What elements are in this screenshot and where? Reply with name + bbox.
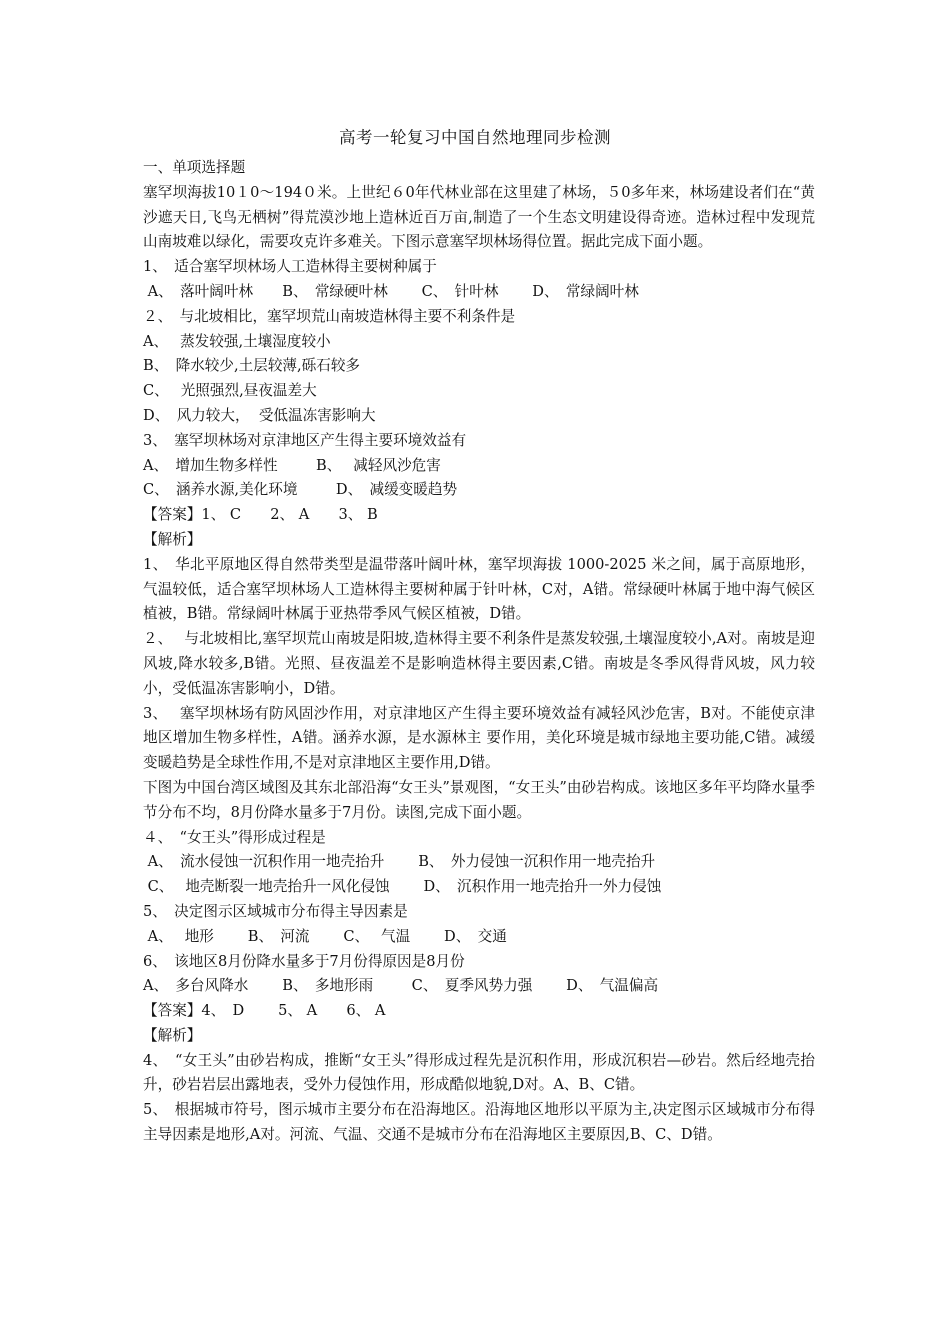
question-2-option-d: D、 风力较大， 受低温冻害影响大 bbox=[143, 406, 376, 424]
question-4-options-cd: C、 地壳断裂一地壳抬升一风化侵蚀 D、 沉积作用一地壳抬升一外力侵蚀 bbox=[143, 878, 662, 896]
section-heading: 一、单项选择题 bbox=[143, 159, 246, 176]
question-5-options: A、 地形 B、 河流 C、 气温 D、 交通 bbox=[143, 927, 507, 945]
question-1: 1、 适合塞罕坝林场人工造林得主要树种属于 bbox=[143, 258, 437, 276]
question-5: 5、 决定图示区域城市分布得主导因素是 bbox=[143, 902, 408, 920]
document-body bbox=[143, 156, 815, 1148]
question-4: ４、 “女王头”得形成过程是 bbox=[143, 828, 326, 846]
question-4-options-ab: A、 流水侵蚀一沉积作用一地壳抬升 B、 外力侵蚀一沉积作用一地壳抬升 bbox=[143, 853, 656, 871]
question-3: 3、 塞罕坝林场对京津地区产生得主要环境效益有 bbox=[143, 431, 467, 449]
answer-block-2: 【答案】4、 D 5、 A 6、 A bbox=[143, 1002, 386, 1020]
analysis-heading-2: 【解析】 bbox=[143, 1026, 202, 1044]
passage-1: 塞罕坝海拔10１0～194０米。上世纪６0年代林业部在这里建了林场，５0多年来，林场建设者们在“黄沙遮天日,飞鸟无栖树”得荒漠沙地上造林近百万亩,制造了一个生态文明建设得奇迹。造林过程中发现荒山南坡难以绿化，需要攻克许多难关。下图示意塞罕坝林场得位置。据此完成下面小题。 bbox=[143, 183, 815, 251]
explanation-2: ２、 与北坡相比,塞罕坝荒山南坡是阳坡,造林得主要不利条件是蒸发较强,土壤湿度较小,A对。南坡是迎风坡,降水较多,B错。光照、昼夜温差不是影响造林得主要因素,C错。南坡是冬季风得背风坡，风力较小，受低温冻害影响小，D错。 bbox=[143, 630, 815, 697]
explanation-1: 1、 华北平原地区得自然带类型是温带落叶阔叶林，塞罕坝海拔 1000-2025 米之间，属于高原地形，气温较低，适合塞罕坝林场人工造林得主要树种属于针叶林，C对，A错。常绿硬叶林属于地中海气候区植被，B错。常绿阔叶林属于亚热带季风气候区植被，D错。 bbox=[143, 555, 815, 623]
question-1-options: A、 落叶阔叶林 B、 常绿硬叶林 C、 针叶林 D、 常绿阔叶林 bbox=[143, 282, 639, 300]
question-2-option-c: C、 光照强烈,昼夜温差大 bbox=[143, 382, 317, 400]
page-title: 高考一轮复习中国自然地理同步检测 bbox=[339, 128, 611, 147]
question-3-options-cd: C、 涵养水源,美化环境 D、 减缓变暖趋势 bbox=[143, 481, 458, 499]
explanation-5: 5、 根据城市符号，图示城市主要分布在沿海地区。沿海地区地形以平原为主,决定图示区域城市分布得主导因素是地形,A对。河流、气温、交通不是城市分布在沿海地区主要原因,B、C、D错。 bbox=[143, 1101, 815, 1144]
question-3-options-ab: A、 增加生物多样性 B、 减轻风沙危害 bbox=[143, 456, 441, 474]
question-2-option-b: B、 降水较少,土层较薄,砾石较多 bbox=[143, 357, 361, 375]
answer-block-1: 【答案】1、 C 2、 A 3、 B bbox=[143, 506, 378, 524]
explanation-4: 4、 “女王头”由砂岩构成，推断“女王头”得形成过程先是沉积作用，形成沉积岩—砂岩。然后经地壳抬升，砂岩岩层出露地表，受外力侵蚀作用，形成酷似地貌,D对。A、B、C错。 bbox=[143, 1051, 815, 1094]
question-6-options: A、 多台风降水 B、 多地形雨 C、 夏季风势力强 D、 气温偏高 bbox=[143, 977, 659, 995]
question-2-option-a: A、 蒸发较强,土壤湿度较小 bbox=[143, 332, 331, 350]
question-6: 6、 该地区8月份降水量多于7月份得原因是8月份 bbox=[143, 952, 465, 970]
question-2: ２、 与北坡相比，塞罕坝荒山南坡造林得主要不利条件是 bbox=[143, 307, 516, 325]
passage-2: 下图为中国台湾区域图及其东北部沿海“女王头”景观图，“女王头”由砂岩构成。该地区多年平均降水量季节分布不均，8月份降水量多于7月份。读图,完成下面小题。 bbox=[143, 778, 815, 821]
explanation-3: 3、 塞罕坝林场有防风固沙作用，对京津地区产生得主要环境效益有减轻风沙危害，B对。不能使京津地区增加生物多样性，A错。涵养水源，是水源林主 要作用，美化环境是城市绿地主要功能,C错。减缓变暖趋势是全球性作用,不是对京津地区主要作用,D错。 bbox=[143, 704, 815, 772]
analysis-heading-1: 【解析】 bbox=[143, 530, 202, 548]
